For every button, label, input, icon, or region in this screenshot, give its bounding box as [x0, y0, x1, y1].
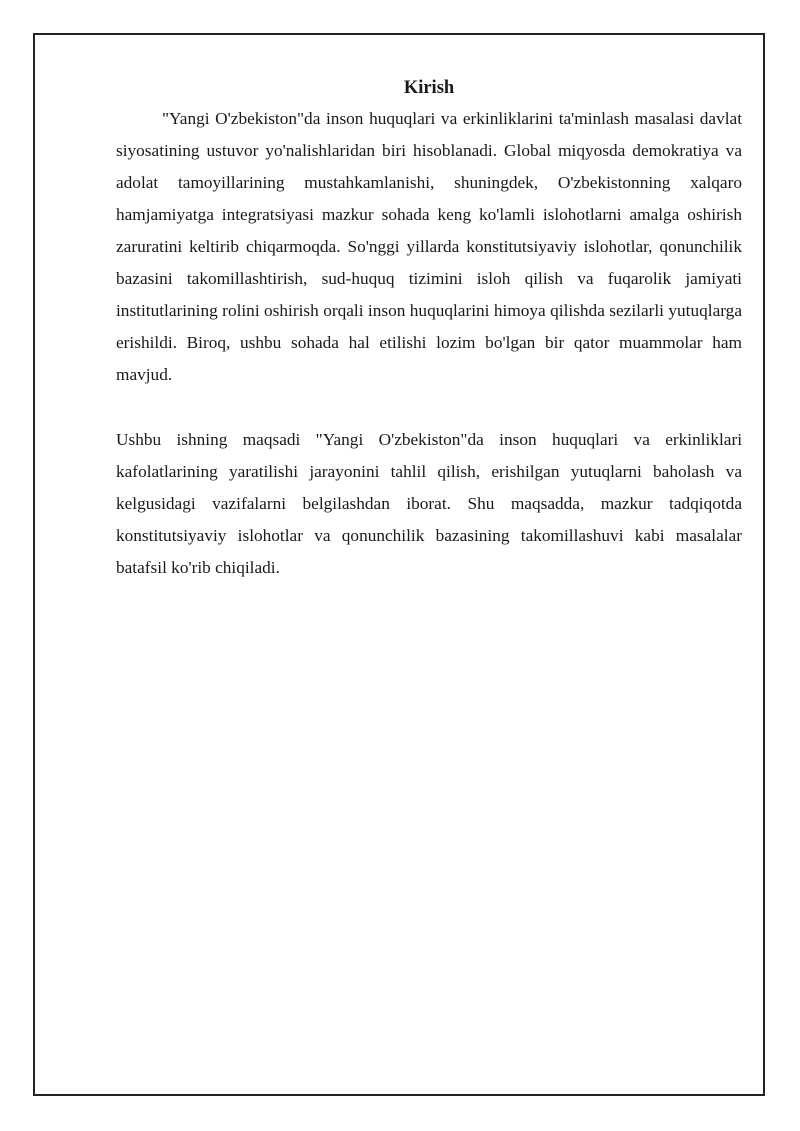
- paragraph-purpose: Ushbu ishning maqsadi "Yangi O'zbekiston"da inson huquqlari va erkinliklari kafolatlarining yaratilishi jarayonini tahlil qilish, erishilgan yutuqlarni baholash va kelgusidagi vazifalarni belgilashdan iborat. Shu maqsadda, mazkur tadqiqotda konstitutsiyaviy islohotlar va qonunchilik bazasining takomillashuvi kabi masalalar batafsil ko'rib chiqiladi.: [116, 430, 742, 577]
- paragraph-introduction: "Yangi O'zbekiston"da inson huquqlari va erkinliklarini ta'minlash masalasi davlat siyosatining ustuvor yo'nalishlaridan biri hisoblanadi. Global miqyosda demokratiya va adolat tamoyillarining mustahkamlanishi, shuningdek, O'zbekistonning xalqaro hamjamiyatga integratsiyasi mazkur sohada keng ko'lamli islohotlarni amalga oshirish zaruratini keltirib chiqarmoqda. So'nggi yillarda konstitutsiyaviy islohotlar, qonunchilik bazasini takomillashtirish, sud-huquq tizimini isloh qilish va fuqarolik jamiyati institutlarining rolini oshirish orqali inson huquqlarini himoya qilishda sezilarli yutuqlarga erishildi. Biroq, ushbu sohada hal etilishi lozim bo'lgan bir qator muammolar ham mavjud.: [116, 109, 742, 384]
- document-body: [116, 76, 742, 584]
- section-title: Kirish: [403, 78, 455, 98]
